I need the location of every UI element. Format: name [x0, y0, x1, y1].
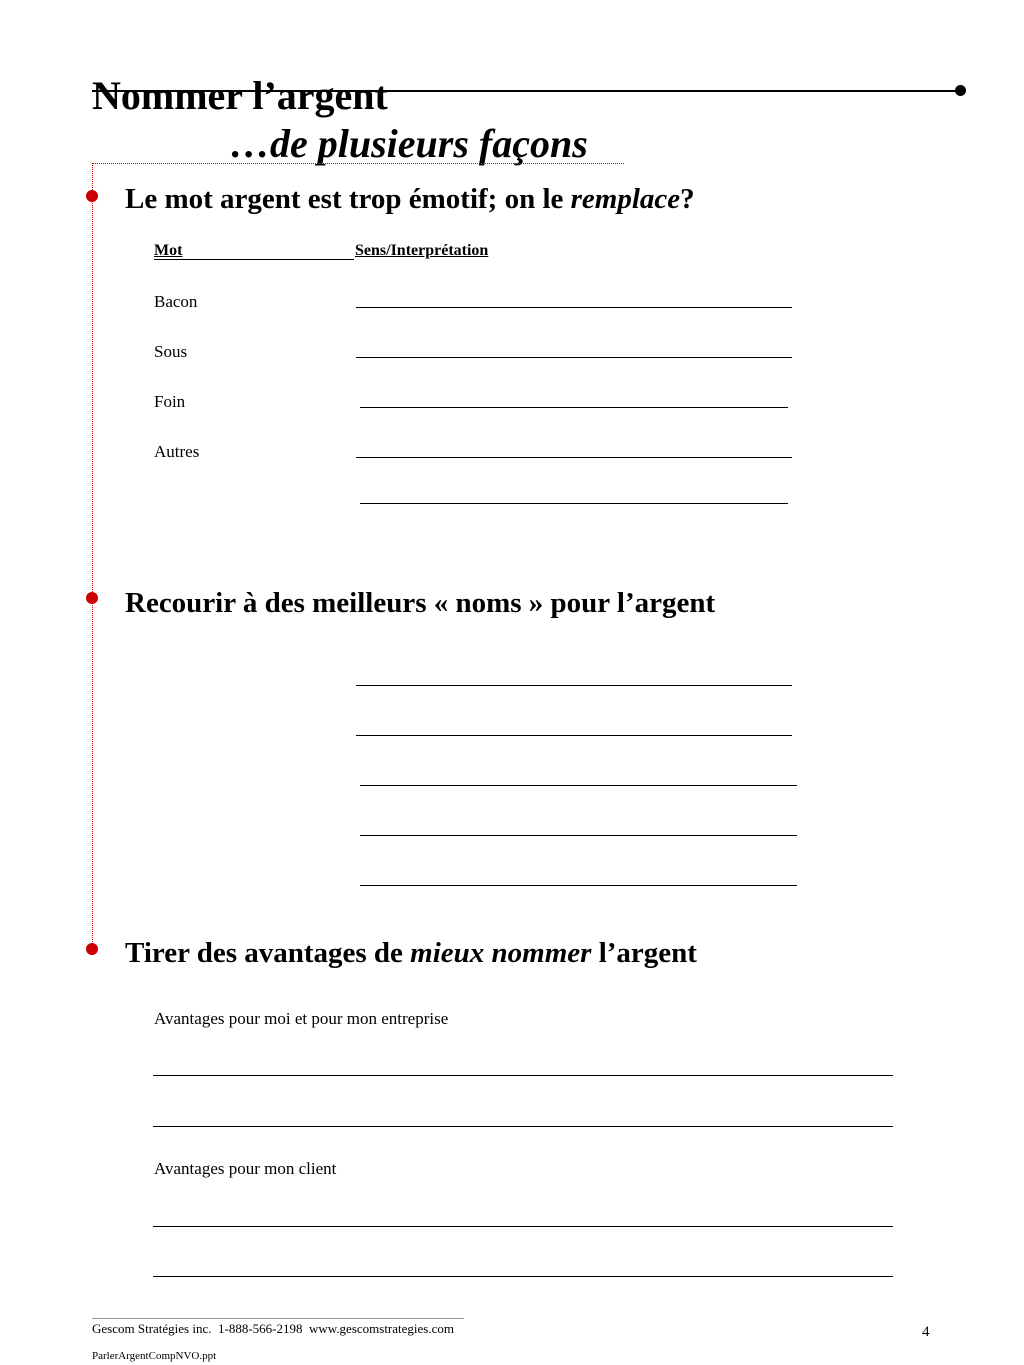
answer-line	[153, 1075, 893, 1076]
section1-heading-suffix: ?	[680, 183, 695, 215]
word-sous: Sous	[154, 342, 188, 361]
label-avantages-client: Avantages pour mon client	[154, 1159, 337, 1178]
answer-line	[356, 357, 792, 358]
section3-heading	[125, 939, 697, 968]
answer-line	[360, 885, 797, 886]
page-number: 4	[922, 1324, 930, 1340]
footer-rule	[92, 1318, 464, 1319]
title-rule-dot	[955, 85, 966, 96]
column-header-underline	[154, 259, 354, 260]
dotted-divider-vertical	[92, 163, 93, 950]
page-subtitle: …de plusieurs façons	[230, 121, 588, 166]
answer-line	[360, 407, 788, 408]
dotted-divider-horizontal	[92, 163, 624, 164]
answer-line	[356, 735, 792, 736]
answer-line	[356, 685, 792, 686]
word-autres: Autres	[154, 442, 200, 461]
section3-heading-suffix: l’argent	[591, 937, 697, 969]
column-header-mot-text: Mot	[154, 242, 183, 259]
answer-line	[360, 835, 797, 836]
answer-line	[153, 1276, 893, 1277]
section2-heading: Recourir à des meilleurs « noms » pour l’argent	[125, 587, 716, 619]
bullet-icon	[86, 190, 98, 202]
footer-company: Gescom Stratégies inc. 1-888-566-2198 www.gescomstrategies.com	[92, 1321, 454, 1336]
page-title: Nommer l’argent	[92, 73, 388, 118]
section1-heading	[125, 185, 695, 214]
word-bacon: Bacon	[154, 292, 198, 311]
column-header-mot	[154, 243, 354, 259]
answer-line	[356, 457, 792, 458]
section3-heading-italic: mieux nommer	[410, 937, 592, 969]
section1-heading-text: Le mot argent est trop émotif; on le	[125, 183, 571, 215]
section3-heading-text: Tirer des avantages de	[125, 937, 411, 969]
word-foin: Foin	[154, 392, 186, 411]
footer-filename: ParlerArgentCompNVO.ppt	[92, 1350, 217, 1362]
answer-line	[153, 1126, 893, 1127]
column-header-sens: Sens/Interprétation	[355, 242, 489, 259]
answer-line	[153, 1226, 893, 1227]
answer-line	[356, 307, 792, 308]
section1-heading-italic: remplace	[570, 183, 681, 215]
bullet-icon	[86, 943, 98, 955]
answer-line	[360, 503, 788, 504]
bullet-icon	[86, 592, 98, 604]
label-avantages-moi: Avantages pour moi et pour mon entreprise	[154, 1009, 449, 1028]
answer-line	[360, 785, 797, 786]
